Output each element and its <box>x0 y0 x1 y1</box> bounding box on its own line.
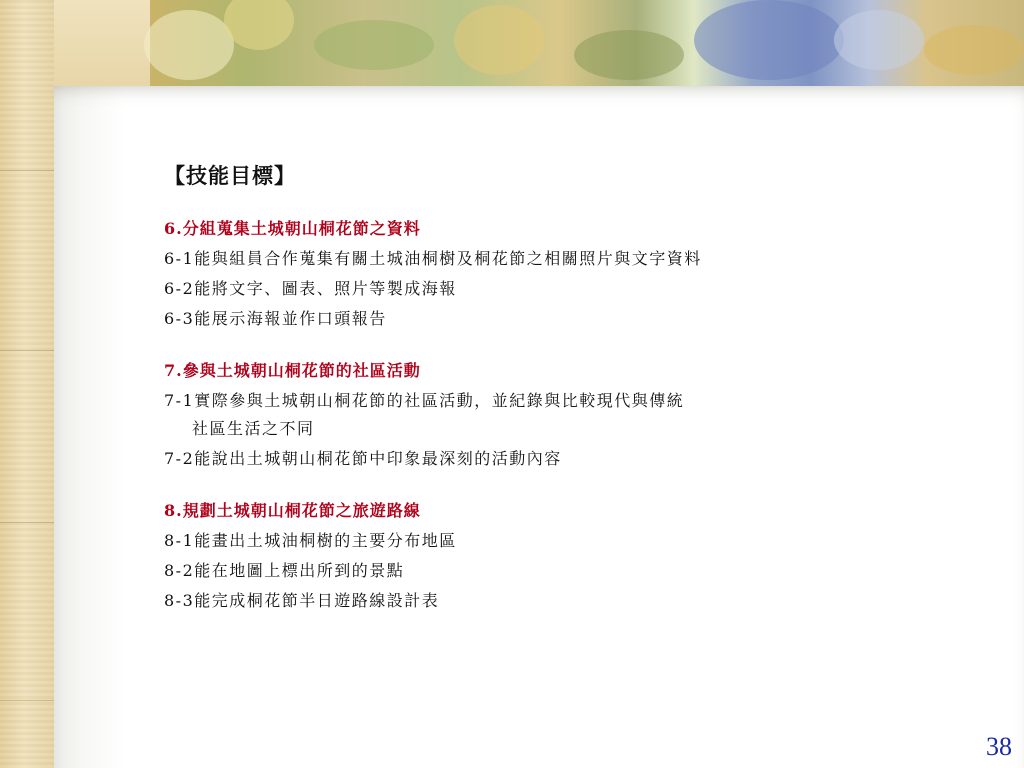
objective-line: 7-1實際參與土城朝山桐花節的社區活動，並紀錄與比較現代與傳統 <box>164 391 685 410</box>
leaf-shape <box>924 25 1024 75</box>
objective-line: 8-1能畫出土城油桐樹的主要分布地區 <box>164 531 457 550</box>
strip-seam <box>0 522 54 523</box>
strip-seam <box>0 170 54 171</box>
objective-line: 6-3能展示海報並作口頭報告 <box>164 309 387 328</box>
section-8 <box>164 496 702 616</box>
section-heading: 8.規劃土城朝山桐花節之旅遊路線 <box>164 501 421 520</box>
slide-title: 【技能目標】 <box>164 163 296 188</box>
leaf-shape <box>574 30 684 80</box>
leaf-shape <box>454 5 544 75</box>
strip-seam <box>0 350 54 351</box>
leaf-shape <box>144 10 234 80</box>
section-heading: 6.分組蒐集土城朝山桐花節之資料 <box>164 219 421 238</box>
page-number: 38 <box>986 732 1012 761</box>
decorative-leaf-banner <box>54 0 1024 86</box>
leaf-shape <box>314 20 434 70</box>
objective-line-continuation: 社區生活之不同 <box>192 419 315 438</box>
section-7 <box>164 356 702 474</box>
leaf-shape <box>224 0 294 50</box>
leaf-shape <box>694 0 844 80</box>
left-parchment-strip <box>0 0 54 768</box>
slide-body <box>164 158 702 638</box>
strip-seam <box>0 700 54 701</box>
banner-parchment <box>54 0 150 86</box>
objective-line: 6-1能與組員合作蒐集有關土城油桐樹及桐花節之相關照片與文字資料 <box>164 249 702 268</box>
objective-line: 6-2能將文字、圖表、照片等製成海報 <box>164 279 457 298</box>
leaf-shape <box>834 10 924 70</box>
section-heading: 7.參與土城朝山桐花節的社區活動 <box>164 361 421 380</box>
section-6 <box>164 214 702 334</box>
objective-line: 7-2能說出土城朝山桐花節中印象最深刻的活動內容 <box>164 449 562 468</box>
objective-line: 8-3能完成桐花節半日遊路線設計表 <box>164 591 440 610</box>
objective-line: 8-2能在地圖上標出所到的景點 <box>164 561 405 580</box>
